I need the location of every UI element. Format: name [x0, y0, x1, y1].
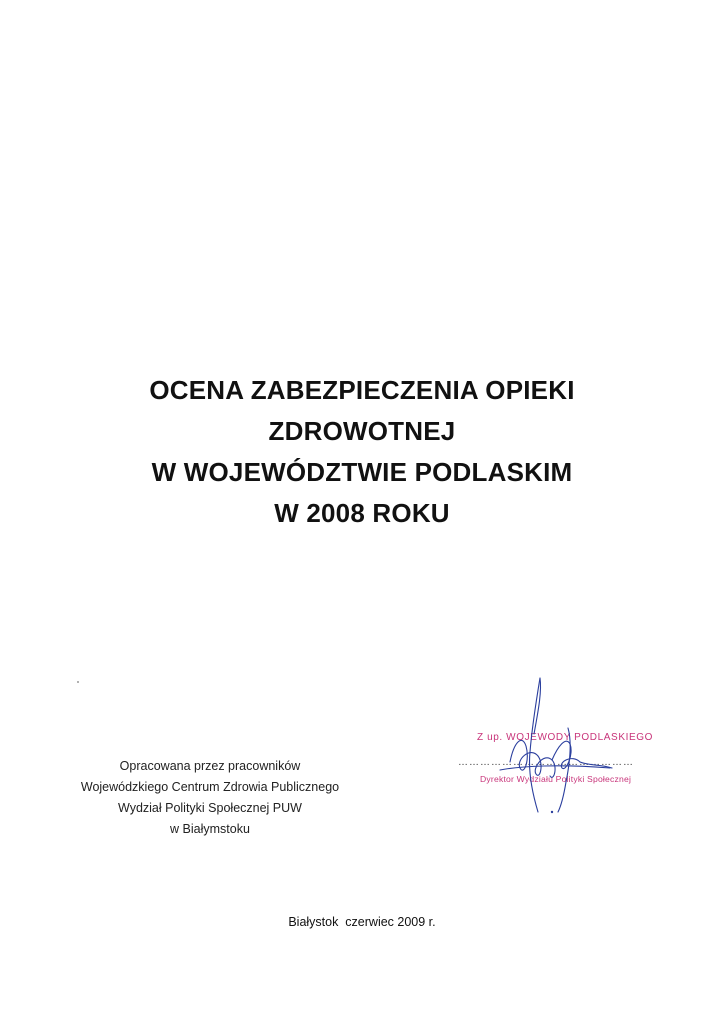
- stamp-authority-line: Z up. WOJEWODY PODLASKIEGO: [477, 732, 654, 743]
- prepared-by-line-1: Opracowana przez pracowników: [119, 759, 301, 773]
- handwritten-signature: [440, 672, 670, 822]
- official-stamp: [440, 672, 670, 822]
- place-and-date: Białystok czerwiec 2009 r.: [288, 915, 436, 929]
- scan-speck: [77, 681, 79, 683]
- title-line-4: W 2008 ROKU: [274, 498, 450, 528]
- prepared-by-line-4: w Białymstoku: [170, 822, 250, 836]
- title-block: [0, 370, 724, 534]
- signature-dotted-line: …………………………………………: [458, 757, 634, 768]
- stamp-title-line: Dyrektor Wydziału Polityki Społecznej: [480, 774, 632, 784]
- title-line-2: ZDROWOTNEJ: [268, 416, 456, 446]
- title-line-1: OCENA ZABEZPIECZENIA OPIEKI: [149, 375, 575, 405]
- title-line-3: W WOJEWÓDZTWIE PODLASKIM: [151, 457, 573, 487]
- prepared-by-block: [60, 756, 360, 840]
- prepared-by-line-2: Wojewódzkiego Centrum Zdrowia Publicznego: [80, 780, 340, 794]
- prepared-by-line-3: Wydział Polityki Społecznej PUW: [118, 801, 302, 815]
